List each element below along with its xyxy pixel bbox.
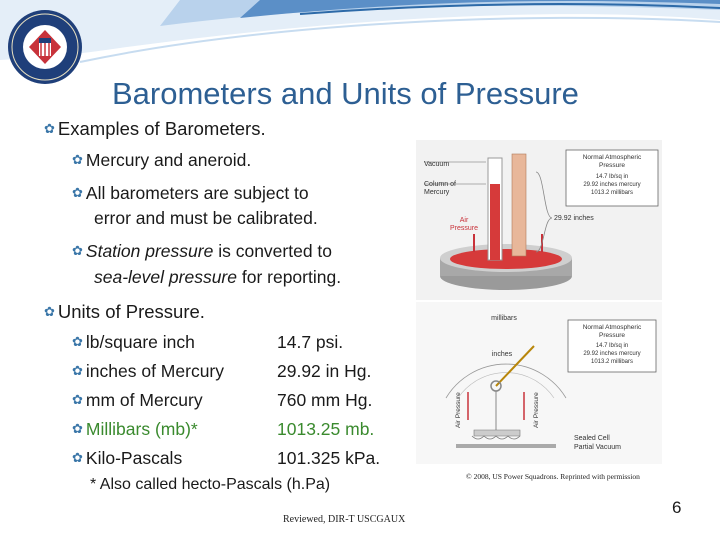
bullet-icon: ✿ [72, 152, 83, 167]
unit-row-value: 14.7 psi. [277, 332, 344, 352]
unit-row-value: 760 mm Hg. [277, 390, 373, 410]
mercury-box-title2: Pressure [598, 162, 626, 169]
bullet-calibrated-cont: error and must be calibrated. [94, 208, 318, 228]
aneroid-box-v1: 14.7 lb/sq in [595, 343, 629, 349]
unit-row-label: ✿ Kilo-Pascals [72, 448, 183, 468]
units-footnote: * Also called hecto-Pascals (h.Pa) [90, 476, 331, 493]
bullet-icon: ✿ [72, 363, 83, 378]
unit-row-value: 1013.25 mb. [277, 419, 375, 439]
unit-row-label: ✿ mm of Mercury [72, 390, 203, 410]
bullet-icon: ✿ [72, 392, 83, 407]
mercury-box-title1: Normal Atmospheric [582, 154, 642, 161]
mercury-box-v1: 14.7 lb/sq in [595, 174, 629, 180]
mercury-box-v3: 1013.2 millibars [590, 190, 634, 196]
bullet-icon: ✿ [44, 304, 55, 319]
bullet-icon: ✿ [72, 450, 83, 465]
bullet-icon: ✿ [72, 243, 83, 258]
copyright-caption: © 2008, US Power Squadrons. Reprinted with permission [466, 472, 640, 481]
bullet-icon: ✿ [44, 121, 55, 136]
aneroid-cell-label2: Partial Vacuum [574, 444, 621, 451]
bullet-mercury-aneroid: ✿ Mercury and aneroid. [72, 150, 252, 170]
unit-row-value: 101.325 kPa. [277, 448, 381, 468]
bullet-station-pressure-cont: sea-level pressure for reporting. [94, 267, 342, 287]
bullet-icon: ✿ [72, 185, 83, 200]
unit-row-label: ✿ Millibars (mb)* [72, 419, 198, 439]
bullet-units: ✿ Units of Pressure. [44, 301, 205, 322]
aneroid-box-title1: Normal Atmospheric [582, 324, 642, 331]
unit-row-value: 29.92 in Hg. [277, 361, 372, 381]
aneroid-box-v3: 1013.2 millibars [590, 359, 634, 365]
slide-title: Barometers and Units of Pressure [112, 76, 579, 111]
aneroid-millibars-label: millibars [491, 315, 517, 322]
bullet-station-pressure: ✿ Station pressure is converted to [72, 241, 333, 261]
aneroid-cell-label1: Sealed Cell [574, 435, 610, 442]
mercury-air-label1: Air [459, 217, 469, 224]
mercury-column-label2: Mercury [424, 189, 450, 196]
mercury-column-label1: Column of [424, 181, 456, 188]
unit-row-label: ✿ inches of Mercury [72, 361, 225, 381]
bullet-examples [44, 118, 266, 140]
aneroid-air-right: Air Pressure [533, 392, 540, 428]
unit-row-label: ✿ lb/square inch [72, 332, 195, 352]
page-number: 6 [672, 498, 682, 517]
header-swoosh [0, 0, 720, 80]
mercury-barometer-figure [416, 140, 662, 300]
reviewed-footer: Reviewed, DIR-T USCGAUX [283, 514, 406, 525]
aneroid-box-title2: Pressure [598, 332, 626, 339]
aneroid-barometer-figure [416, 302, 662, 464]
mercury-vacuum-label: Vacuum [424, 161, 450, 168]
aneroid-box-v2: 29.92 inches mercury [583, 351, 641, 357]
bullet-icon: ✿ [72, 421, 83, 436]
bullet-icon: ✿ [72, 334, 83, 349]
mercury-inches-label: 29.92 inches [554, 215, 594, 222]
bullet-examples-text: Examples of Barometers. [57, 118, 266, 139]
aneroid-air-left: Air Pressure [455, 392, 462, 428]
mercury-air-label2: Pressure [449, 225, 479, 232]
auxiliary-seal-logo [6, 8, 84, 86]
aneroid-inches-label: inches [491, 351, 513, 358]
bullet-calibrated: ✿ All barometers are subject to [72, 183, 309, 203]
mercury-box-v2: 29.92 inches mercury [583, 182, 641, 188]
